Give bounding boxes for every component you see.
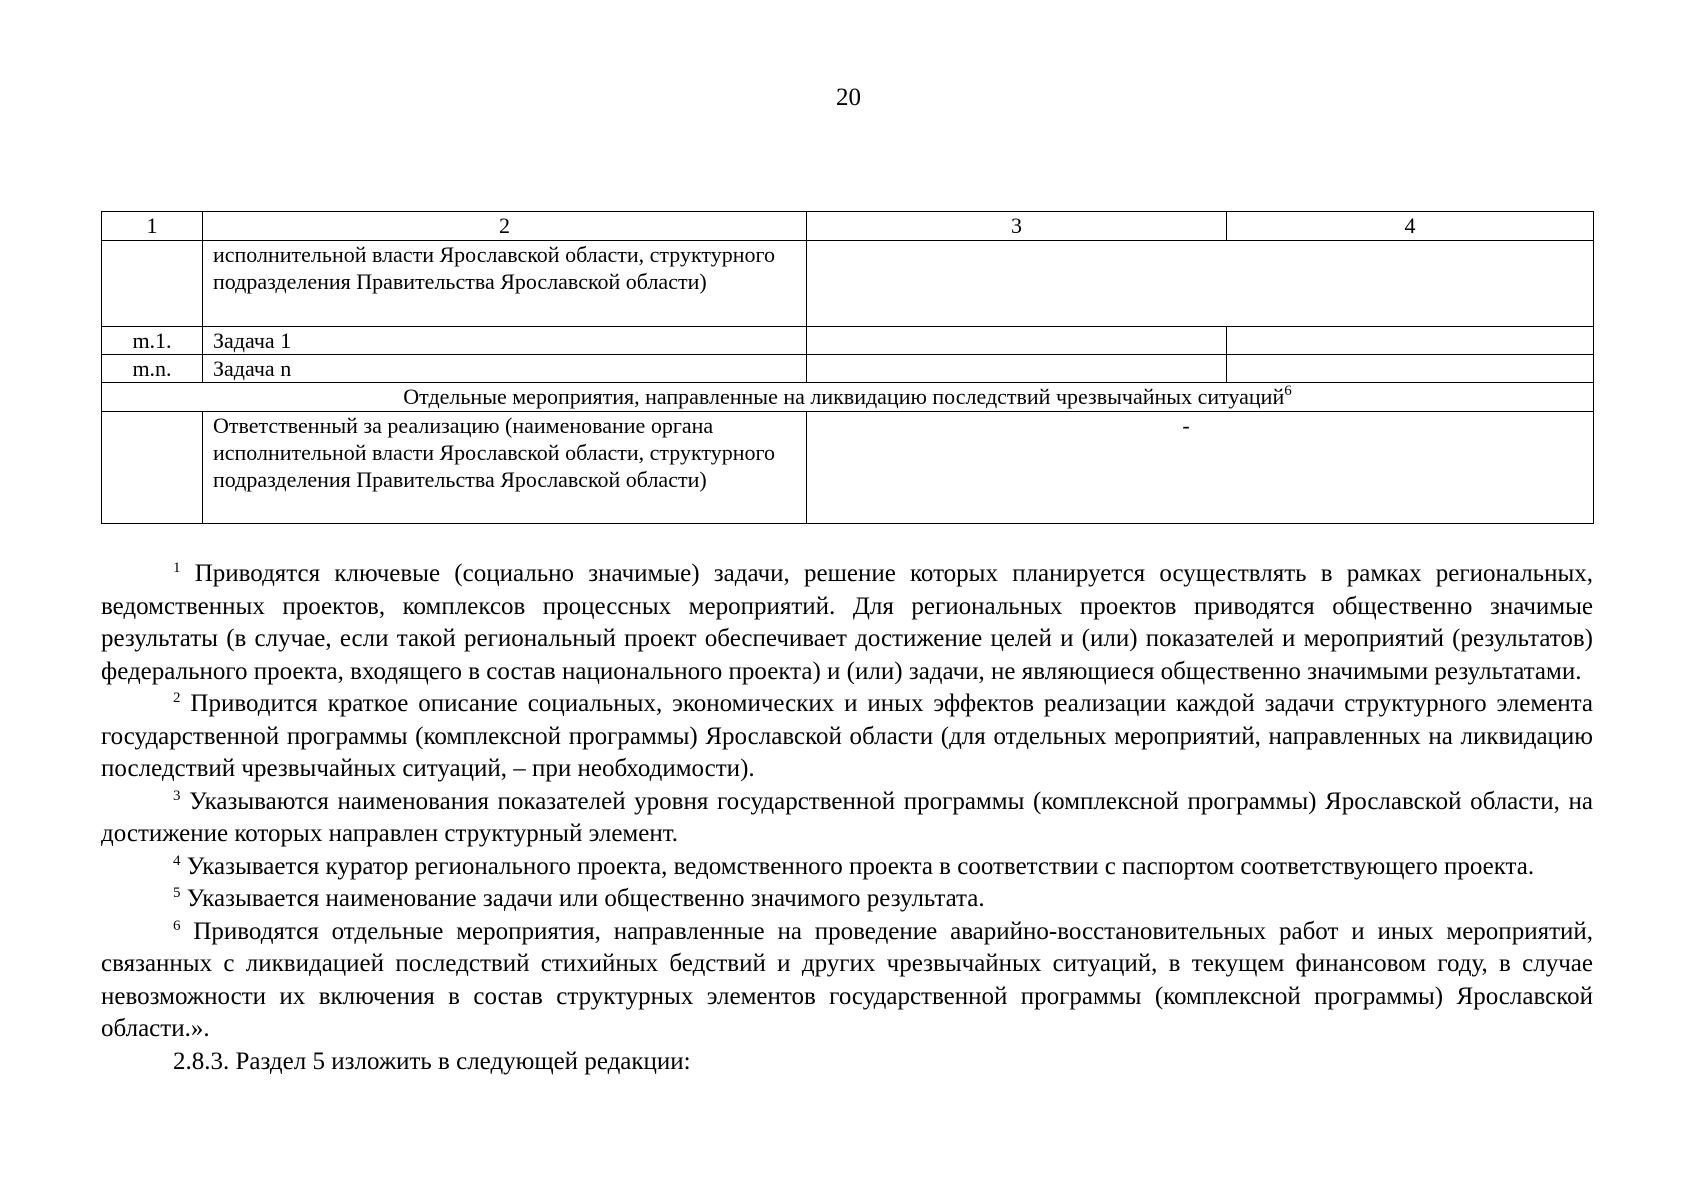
row-value-cell — [807, 241, 1594, 327]
row-value-cell — [807, 412, 1594, 524]
footnote-mark: 4 — [173, 852, 181, 869]
table-header-cell: 4 — [1227, 212, 1594, 241]
footnote-text: Приводится краткое описание социальных, экономических и иных эффектов реализации каждой задачи структурного элемента государственной программы (комплексной программы) Ярославской области (для отдельных мероприятий, направленных на ликвидацию последствий чрезвычайных ситуаций, – при необходимости). — [101, 690, 1594, 782]
page-number: 20 — [836, 84, 861, 111]
section-title-row — [102, 383, 1594, 412]
task-name-cell: Задача n — [203, 355, 807, 383]
footnote — [101, 558, 1593, 688]
footnote-text: Указывается наименование задачи или общественно значимого результата. — [186, 885, 985, 912]
footnote — [101, 851, 1593, 884]
section-title-cell — [102, 383, 1594, 412]
table-row — [102, 412, 1594, 524]
footnote-text: Указывается куратор регионального проекта, ведомственного проекта в соответствии с паспортом соответствующего проекта. — [186, 852, 1535, 880]
footnote — [101, 916, 1593, 1046]
row-text-cell: Ответственный за реализацию (наименование органа исполнительной власти Ярославской области, структурного подразделения Правительства Ярославской области) — [203, 412, 807, 524]
task-col4-cell — [1227, 355, 1594, 383]
footnote-mark: 2 — [173, 690, 181, 706]
row-number-cell — [102, 412, 203, 524]
table-row — [102, 241, 1594, 327]
section-title: Отдельные мероприятия, направленные на ликвидацию последствий чрезвычайных ситуаций — [403, 384, 1285, 409]
footnote-mark: 6 — [173, 917, 181, 934]
footnote-text: Приводятся отдельные мероприятия, направленные на проведение аварийно-восстановительных работ и иных мероприятий, связанных с ликвидацией последствий стихийных бедствий и других чрезвычайных ситуаций, в текущем финансовом году, в случае невозможности их включения в состав структурных элементов государственной программы (комплексной программы) Ярославской области.». — [101, 917, 1594, 1042]
table-row — [102, 327, 1594, 355]
footnote-mark: 3 — [173, 787, 181, 804]
structure-table — [101, 211, 1594, 524]
row-number-cell — [102, 241, 203, 327]
row-number-cell: m.1. — [102, 327, 203, 355]
footnote-mark: 1 — [173, 560, 181, 576]
footnotes — [101, 558, 1593, 1078]
footnote — [101, 883, 1593, 916]
table-header-cell: 2 — [203, 212, 807, 241]
footnote — [101, 786, 1593, 851]
task-col4-cell — [1227, 327, 1594, 355]
footnote-mark: 5 — [173, 885, 181, 901]
task-name-cell: Задача 1 — [203, 327, 807, 355]
table-header-row — [102, 212, 1594, 241]
task-col3-cell — [807, 327, 1227, 355]
footnote — [101, 688, 1593, 786]
row-text-cell: исполнительной власти Ярославской области, структурного подразделения Правительства Ярославской области) — [203, 241, 807, 327]
dash-value: - — [1182, 413, 1190, 438]
table-header-cell: 1 — [102, 212, 203, 241]
table-header-cell: 3 — [807, 212, 1227, 241]
footnote-ref: 6 — [1284, 383, 1292, 399]
task-col3-cell — [807, 355, 1227, 383]
closing-line: 2.8.3. Раздел 5 изложить в следующей редакции: — [173, 1047, 691, 1075]
table-row — [102, 355, 1594, 383]
footnote-text: Указываются наименования показателей уровня государственной программы (комплексной программы) Ярославской области, на достижение которых направлен структурный элемент. — [101, 787, 1593, 847]
footnote-text: Приводятся ключевые (социально значимые) задачи, решение которых планируется осуществлять в рамках региональных, ведомственных проектов, комплексов процессных мероприятий. Для региональных проектов приводятся общественно значимые результаты (в случае, если такой региональный проект обеспечивает достижение целей и (или) показателей и мероприятий (результатов) федерального проекта, входящего в состав национального проекта) и (или) задачи, не являющиеся общественно значимыми результатами. — [101, 560, 1594, 685]
row-number-cell: m.n. — [102, 355, 203, 383]
